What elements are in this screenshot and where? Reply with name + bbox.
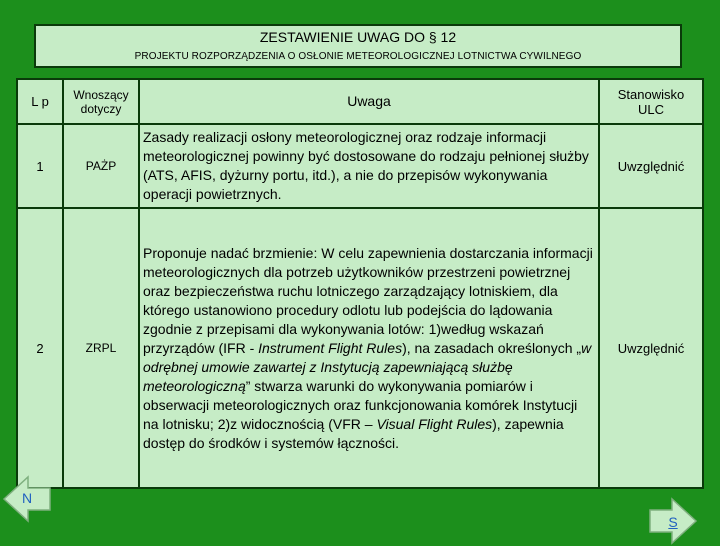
prev-slide-button[interactable]	[2, 474, 52, 524]
next-slide-label: S	[668, 514, 678, 530]
page-subtitle: PROJEKTU ROZPORZĄDZENIA O OSŁONIE METEOROLOGICZNEJ LOTNICTWA CYWILNEGO	[134, 51, 582, 62]
page-title: ZESTAWIENIE UWAG DO § 12	[259, 29, 457, 45]
table-row	[17, 124, 703, 208]
cell-lp: 1	[17, 124, 63, 208]
remark-text: 1)według wskazań przyrządów (IFR -	[143, 320, 544, 356]
table-header-row	[17, 79, 703, 124]
title-box	[34, 24, 682, 68]
remark-italic: Instrument Flight Rules	[258, 339, 403, 356]
remark-intro: Proponuje nadać brzmienie:	[143, 244, 318, 261]
remark-text: 2)z widocznością (VFR –	[217, 415, 377, 432]
remarks-table	[16, 78, 704, 489]
remark-italic: w odrębnej umowie zawartej z Instytucją zapewniającą służbę meteorologiczną	[143, 339, 592, 394]
header-status: Stanowisko ULC	[599, 79, 703, 124]
remark-text: ), zapewnia dostęp do środków i systemów łączności.	[143, 415, 564, 451]
table-row	[17, 208, 703, 488]
header-remark: Uwaga	[139, 79, 599, 124]
cell-lp: 2	[17, 208, 63, 488]
cell-status: Uwzględnić	[599, 124, 703, 208]
prev-slide-label: N	[21, 490, 33, 506]
cell-who: PAŻP	[63, 124, 139, 208]
cell-remark	[139, 208, 599, 488]
remark-text: ” stwarza warunki do wykonywania pomiarów i obserwacji meteorologicznych oraz funkcjonowania komórek Instytucji na lotnisku;	[143, 377, 578, 432]
remark-text: ), na zasadach określonych „	[402, 339, 582, 356]
cell-remark: Zasady realizacji osłony meteorologicznej oraz rodzaje informacji meteorologicznej powinny być dostosowane do rodzaju pełnionej służby (ATS, AFIS, dyżurny portu, itd.), a nie do przepisów wykonywania operacji powietrznych.	[139, 124, 599, 208]
header-who: Wnoszący dotyczy	[63, 79, 139, 124]
remark-italic: Visual Flight Rules	[376, 415, 493, 432]
next-slide-button[interactable]	[648, 496, 698, 546]
cell-who: ZRPL	[63, 208, 139, 488]
cell-status: Uwzględnić	[599, 208, 703, 488]
remark-paragraph: W celu zapewnienia dostarczania informacji meteorologicznych dla potrzeb użytkowników przestrzeni powietrznej oraz bezpieczeństwa ruchu lotniczego zarządzający lotniskiem, dla którego ustanowiono procedury odlotu lub podejścia do lądowania zgodnie z przepisami dla wykonywania lotów:	[143, 244, 593, 337]
header-lp: L p	[17, 79, 63, 124]
